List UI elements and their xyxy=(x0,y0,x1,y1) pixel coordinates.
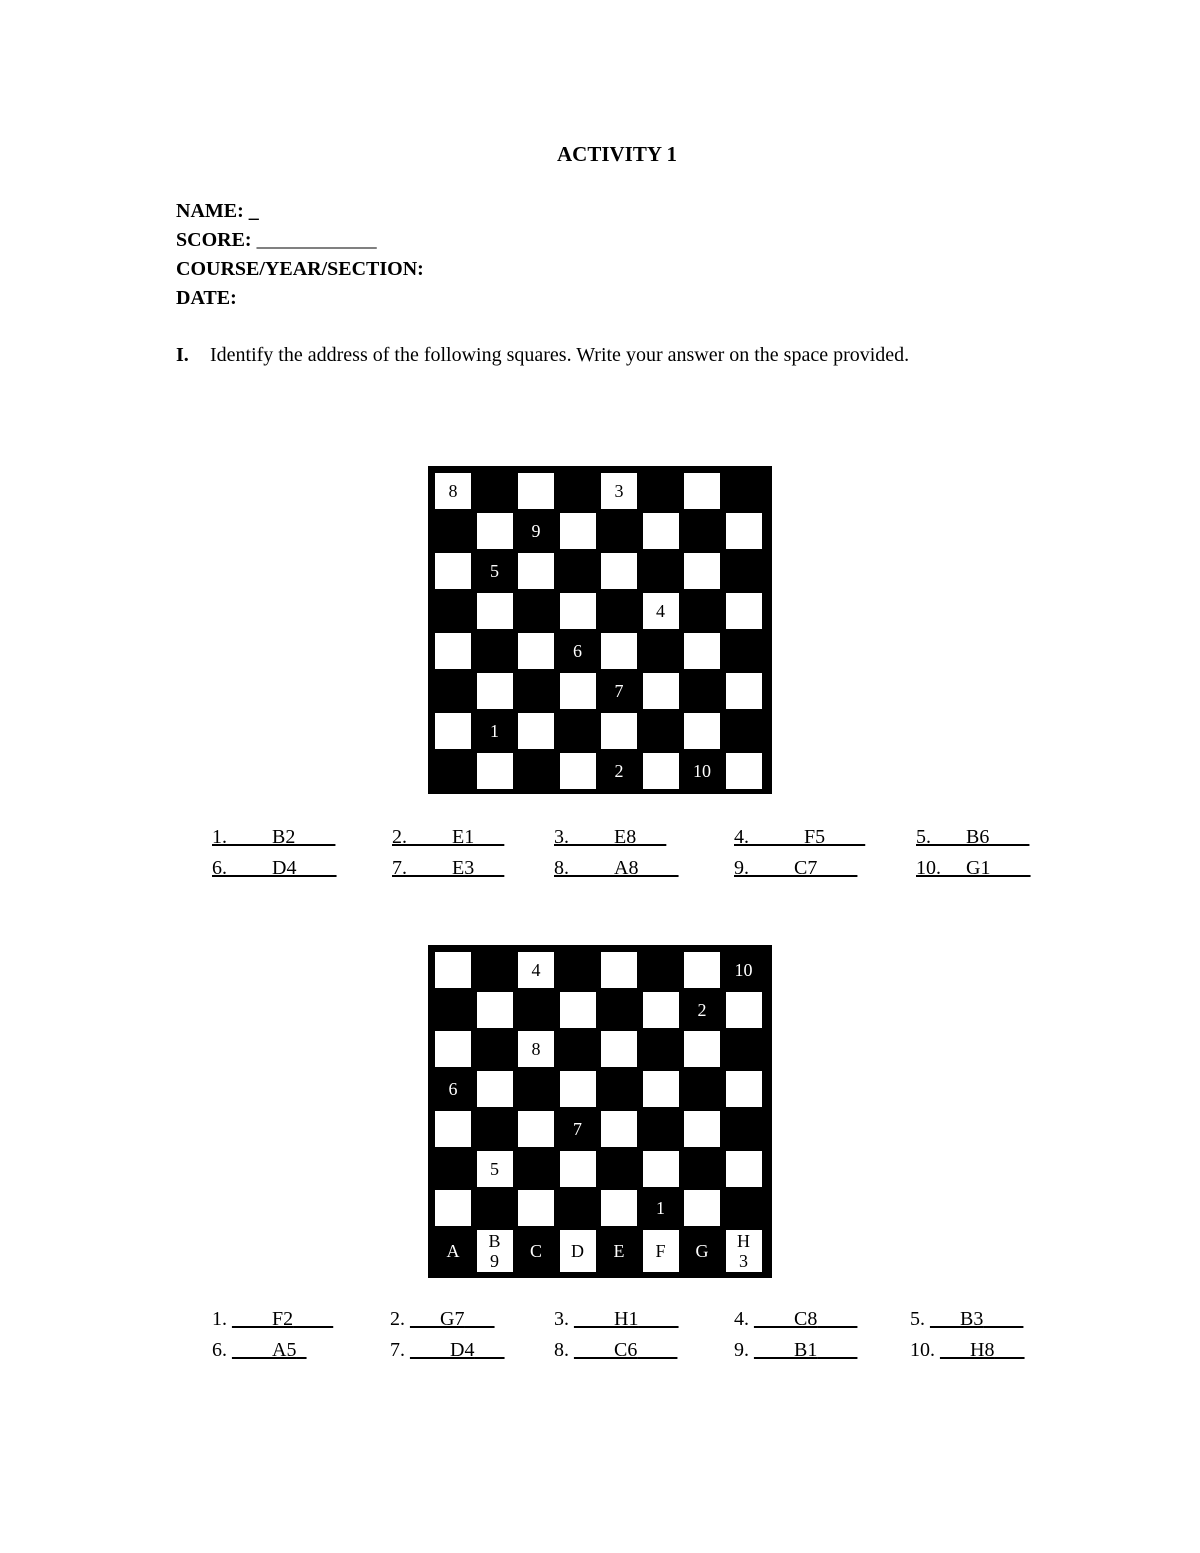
answer-blank-post: ____ xyxy=(637,1339,678,1361)
chessboard-1 xyxy=(428,466,772,794)
board2-file-label-E: E xyxy=(613,1240,625,1261)
board1-square-C6 xyxy=(518,553,554,589)
board1-square-E2 xyxy=(601,713,637,749)
board2-square-E6 xyxy=(601,1031,637,1067)
answer-blank xyxy=(930,1308,1023,1330)
board1-marker-1: 1 xyxy=(490,721,499,741)
answer-blank xyxy=(232,1339,306,1361)
answer-1-2: 2. ____E1___ xyxy=(392,826,505,848)
answer-value: B1 xyxy=(794,1339,818,1361)
board1-square-H5 xyxy=(726,593,762,629)
answer-blank xyxy=(754,1308,857,1330)
answer-blank-pre: ____ xyxy=(574,1308,614,1330)
board1-square-B1 xyxy=(477,753,513,789)
board2-marker-8: 8 xyxy=(531,1039,541,1060)
board2-file-label-C: C xyxy=(529,1240,542,1261)
board1-square-C8 xyxy=(518,473,554,509)
board2-square-H5 xyxy=(726,1071,762,1107)
answer-number: 6. xyxy=(212,1339,232,1361)
board1-square-H1 xyxy=(726,753,762,789)
course-field: COURSE/YEAR/SECTION: xyxy=(176,258,424,280)
board1-square-B7 xyxy=(477,513,513,549)
board2-square-E8 xyxy=(601,952,637,988)
name-field: NAME: _ xyxy=(176,200,259,222)
answer-blank xyxy=(574,1308,678,1330)
board2-square-G8 xyxy=(684,952,720,988)
answer-blank-pre: ___ xyxy=(930,1308,960,1330)
board1-square-E4 xyxy=(601,633,637,669)
board1-square-G2 xyxy=(684,713,720,749)
date-field: DATE: xyxy=(176,287,237,309)
board1-square-G8 xyxy=(684,473,720,509)
board2-square-C2 xyxy=(518,1190,554,1226)
board1-square-F3 xyxy=(643,673,679,709)
answer-value: H1 xyxy=(614,1308,639,1330)
board1-square-H7 xyxy=(726,513,762,549)
board2-marker-1: 1 xyxy=(656,1198,665,1219)
instruction xyxy=(176,344,909,367)
answer-blank-post: ___ xyxy=(464,1308,495,1330)
answer-number: 10. xyxy=(910,1339,940,1361)
answer-2-5 xyxy=(910,1308,1023,1331)
board1-square-C4 xyxy=(518,633,554,669)
instruction-number: I. xyxy=(176,344,189,366)
board1-marker-4: 4 xyxy=(656,601,665,621)
answer-number: 4. xyxy=(734,1308,754,1330)
answer-2-10 xyxy=(910,1339,1024,1362)
answer-number: 5. xyxy=(910,1308,930,1330)
board1-square-A6 xyxy=(435,553,471,589)
board2-square-B5 xyxy=(477,1071,513,1107)
answer-number: 1. xyxy=(212,1308,232,1330)
answer-blank xyxy=(940,1339,1024,1361)
answer-key-2 xyxy=(0,1308,1200,1368)
board1-square-E6 xyxy=(601,553,637,589)
board2-square-E2 xyxy=(601,1190,637,1226)
answer-number: 8. xyxy=(554,1339,574,1361)
answer-blank-post: ____ xyxy=(817,1339,858,1361)
answer-value: A5 xyxy=(272,1339,297,1361)
answer-1-7: 7. ____E3___ xyxy=(392,857,505,879)
board2-square-H7 xyxy=(726,992,762,1028)
board2-square-D3 xyxy=(560,1151,596,1187)
board1-square-F7 xyxy=(643,513,679,549)
answer-2-4 xyxy=(734,1308,857,1331)
answer-blank-post: ___ xyxy=(994,1339,1025,1361)
answer-blank xyxy=(754,1339,857,1361)
answer-value: D4 xyxy=(450,1339,475,1361)
answer-blank xyxy=(574,1339,677,1361)
board2-marker-6: 6 xyxy=(448,1079,458,1100)
board2-square-F5 xyxy=(643,1071,679,1107)
answer-1-10: 10. __G1____ xyxy=(916,857,1031,879)
board2-file-label-A: A xyxy=(446,1240,460,1261)
board2-square-H3 xyxy=(726,1151,762,1187)
board2-file-label-H: H xyxy=(737,1230,750,1251)
board2-file-label-B: B xyxy=(488,1230,501,1251)
answer-number: 7. xyxy=(390,1339,410,1361)
board2-marker-4: 4 xyxy=(531,960,541,980)
answer-1-6: 6. ____D4____ xyxy=(212,857,337,879)
board2-file-label-D: D xyxy=(571,1240,584,1261)
board1-square-F1 xyxy=(643,753,679,789)
board1-marker-6: 6 xyxy=(573,641,582,661)
board2-marker-9: 9 xyxy=(490,1250,499,1271)
board1-square-A4 xyxy=(435,633,471,669)
answer-value: F2 xyxy=(272,1308,294,1330)
score-field xyxy=(176,229,377,252)
answer-value: H8 xyxy=(970,1339,995,1361)
board2-square-C4 xyxy=(518,1111,554,1147)
answer-1-3: 3. ____E8___ xyxy=(554,826,667,848)
answer-key-1 xyxy=(0,826,1200,886)
answer-number: 9. xyxy=(734,1339,754,1361)
board1-marker-10: 10 xyxy=(693,761,711,781)
board1-marker-8: 8 xyxy=(448,481,458,501)
board2-square-A6 xyxy=(435,1031,471,1067)
answer-2-3 xyxy=(554,1308,678,1331)
answer-blank-post: ____ xyxy=(983,1308,1024,1330)
answer-blank-pre: ____ xyxy=(754,1339,794,1361)
board2-file-label-F: F xyxy=(655,1240,666,1261)
board1-marker-9: 9 xyxy=(531,521,541,541)
chessboard-2 xyxy=(428,945,772,1278)
answer-blank-pre: ___ xyxy=(410,1308,440,1330)
board2-marker-10: 10 xyxy=(734,960,753,980)
answer-1-9: 9. ____C7____ xyxy=(734,857,858,879)
board1-square-A2 xyxy=(435,713,471,749)
board2-square-D7 xyxy=(560,992,596,1028)
board2-square-F7 xyxy=(643,992,679,1028)
board1-square-C2 xyxy=(518,713,554,749)
answer-2-7 xyxy=(390,1339,504,1362)
score-label: SCORE: xyxy=(176,229,252,251)
answer-blank-pre: ____ xyxy=(754,1308,794,1330)
answer-1-1: 1. ____B2____ xyxy=(212,826,336,848)
board2-marker-2: 2 xyxy=(697,999,707,1020)
board1-marker-2: 2 xyxy=(614,761,624,781)
board2-marker-5: 5 xyxy=(490,1158,499,1179)
answer-blank xyxy=(410,1308,494,1330)
board1-square-D7 xyxy=(560,513,596,549)
answer-blank-pre: ___ xyxy=(574,1339,604,1361)
board2-marker-3: 3 xyxy=(739,1250,748,1271)
board2-square-G2 xyxy=(684,1190,720,1226)
answer-blank-post: ____ xyxy=(638,1308,679,1330)
answer-blank-pre: ___ xyxy=(940,1339,970,1361)
board1-square-H3 xyxy=(726,673,762,709)
answer-blank xyxy=(232,1308,333,1330)
answer-blank-pre: ____ xyxy=(410,1339,450,1361)
answer-blank-post: ___ xyxy=(474,1339,505,1361)
board1-square-B3 xyxy=(477,673,513,709)
answer-1-5: 5. ___B6____ xyxy=(916,826,1030,848)
board2-square-A4 xyxy=(435,1111,471,1147)
answer-1-4: 4. _____F5____ xyxy=(734,826,866,848)
answer-value: G7 xyxy=(440,1308,465,1330)
score-blank: ____________ xyxy=(256,229,377,251)
answer-value: _C6 xyxy=(604,1339,638,1361)
board2-square-G6 xyxy=(684,1031,720,1067)
board1-marker-5: 5 xyxy=(490,561,499,581)
board2-square-D5 xyxy=(560,1071,596,1107)
answer-2-9 xyxy=(734,1339,857,1362)
answer-1-8: 8. ____A8____ xyxy=(554,857,679,879)
board1-square-D1 xyxy=(560,753,596,789)
board1-square-D3 xyxy=(560,673,596,709)
board2-square-A8 xyxy=(435,952,471,988)
board2-file-label-G: G xyxy=(695,1240,709,1261)
answer-blank-post: ____ xyxy=(293,1308,334,1330)
board2-square-G4 xyxy=(684,1111,720,1147)
answer-2-6 xyxy=(212,1339,306,1362)
answer-number: 2. xyxy=(390,1308,410,1330)
board2-square-A2 xyxy=(435,1190,471,1226)
board1-square-G4 xyxy=(684,633,720,669)
board1-square-B5 xyxy=(477,593,513,629)
answer-value: C8 xyxy=(794,1308,818,1330)
page-title: ACTIVITY 1 xyxy=(557,142,677,166)
board1-square-D5 xyxy=(560,593,596,629)
answer-number: 3. xyxy=(554,1308,574,1330)
board2-square-B7 xyxy=(477,992,513,1028)
board1-marker-7: 7 xyxy=(614,681,624,701)
board2-square-F3 xyxy=(643,1151,679,1187)
board1-marker-3: 3 xyxy=(614,481,624,501)
board2-marker-7: 7 xyxy=(573,1118,582,1139)
instruction-text: Identify the address of the following squares. Write your answer on the space provided. xyxy=(210,344,910,366)
board1-square-G6 xyxy=(684,553,720,589)
answer-blank xyxy=(410,1339,504,1361)
answer-2-1 xyxy=(212,1308,333,1331)
answer-blank-post: _ xyxy=(296,1339,307,1361)
answer-blank-pre: ____ xyxy=(232,1339,272,1361)
answer-2-2 xyxy=(390,1308,494,1331)
answer-2-8 xyxy=(554,1339,677,1362)
answer-blank-post: ____ xyxy=(817,1308,858,1330)
answer-value: B3 xyxy=(960,1308,984,1330)
answer-blank-pre: ____ xyxy=(232,1308,272,1330)
board2-square-E4 xyxy=(601,1111,637,1147)
